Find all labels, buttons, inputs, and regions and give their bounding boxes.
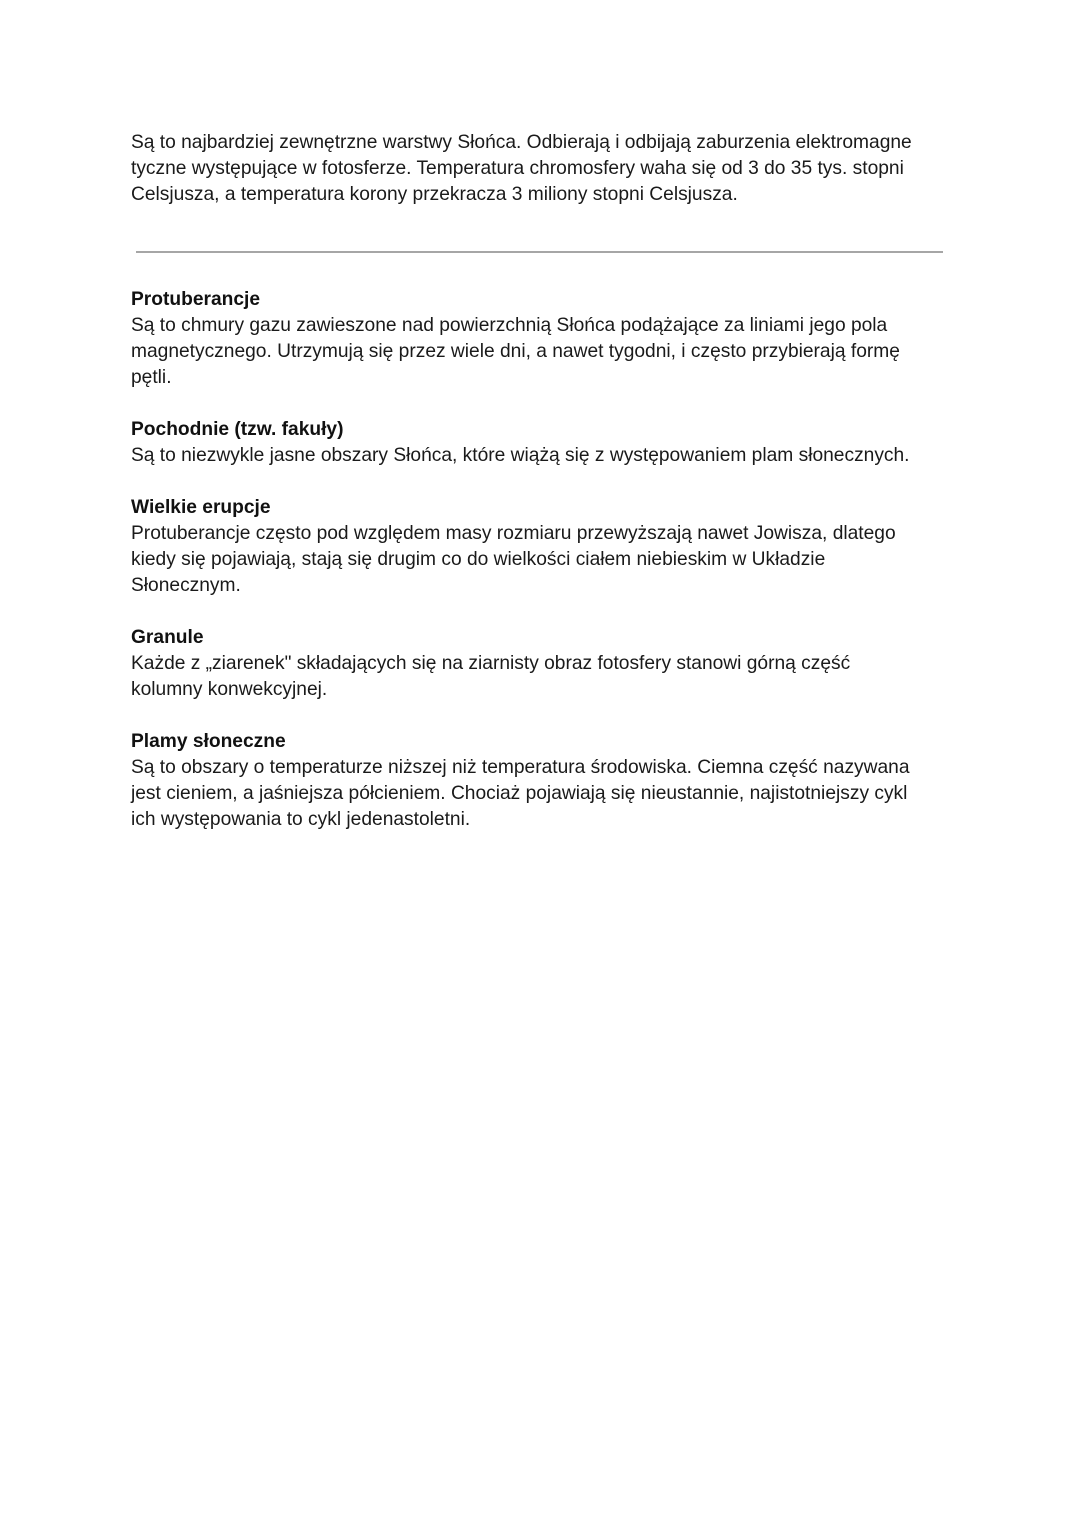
body-line: jest cieniem, a jaśniejsza półcieniem. Chociaż pojawiają się nieustannie, najistotniejszy cykl [131,783,908,804]
section-heading: Plamy słoneczne [131,731,286,752]
intro-line: Są to najbardziej zewnętrzne warstwy Słońca. Odbierają i odbijają zaburzenia elektromagne [131,132,912,153]
section-pochodnie [131,417,961,469]
section-wielkie-erupcje [131,495,961,599]
body-line: kolumny konwekcyjnej. [131,679,328,700]
section-heading: Protuberancje [131,289,261,310]
body-line: magnetycznego. Utrzymują się przez wiele dni, a nawet tygodni, i często przybierają formę [131,341,900,362]
section-heading: Granule [131,627,204,648]
section-protuberancje [131,287,961,391]
intro-paragraph [131,130,961,208]
section-heading: Pochodnie (tzw. fakuły) [131,419,344,440]
sections-list [131,287,961,859]
section-divider [136,251,943,253]
section-body [131,651,961,703]
body-line: Są to niezwykle jasne obszary Słońca, które wiążą się z występowaniem plam słonecznych. [131,445,910,466]
section-body [131,443,961,469]
intro-line: tyczne występujące w fotosferze. Temperatura chromosfery waha się od 3 do 35 tys. stopni [131,158,904,179]
body-line: Słonecznym. [131,575,241,596]
body-line: Są to chmury gazu zawieszone nad powierzchnią Słońca podążające za liniami jego pola [131,315,888,336]
body-line: Są to obszary o temperaturze niższej niż temperatura środowiska. Ciemna część nazywana [131,757,910,778]
body-line: pętli. [131,367,172,388]
body-line: Protuberancje często pod względem masy rozmiaru przewyższają nawet Jowisza, dlatego [131,523,896,544]
body-line: kiedy się pojawiają, stają się drugim co do wielkości ciałem niebieskim w Układzie [131,549,826,570]
section-body [131,521,961,599]
intro-line: Celsjusza, a temperatura korony przekracza 3 miliony stopni Celsjusza. [131,184,738,205]
body-line: Każde z „ziarenek" składających się na ziarnisty obraz fotosfery stanowi górną część [131,653,851,674]
section-body [131,313,961,391]
section-granule [131,625,961,703]
section-plamy-sloneczne [131,729,961,833]
body-line: ich występowania to cykl jedenastoletni. [131,809,471,830]
section-heading: Wielkie erupcje [131,497,271,518]
section-body [131,755,961,833]
